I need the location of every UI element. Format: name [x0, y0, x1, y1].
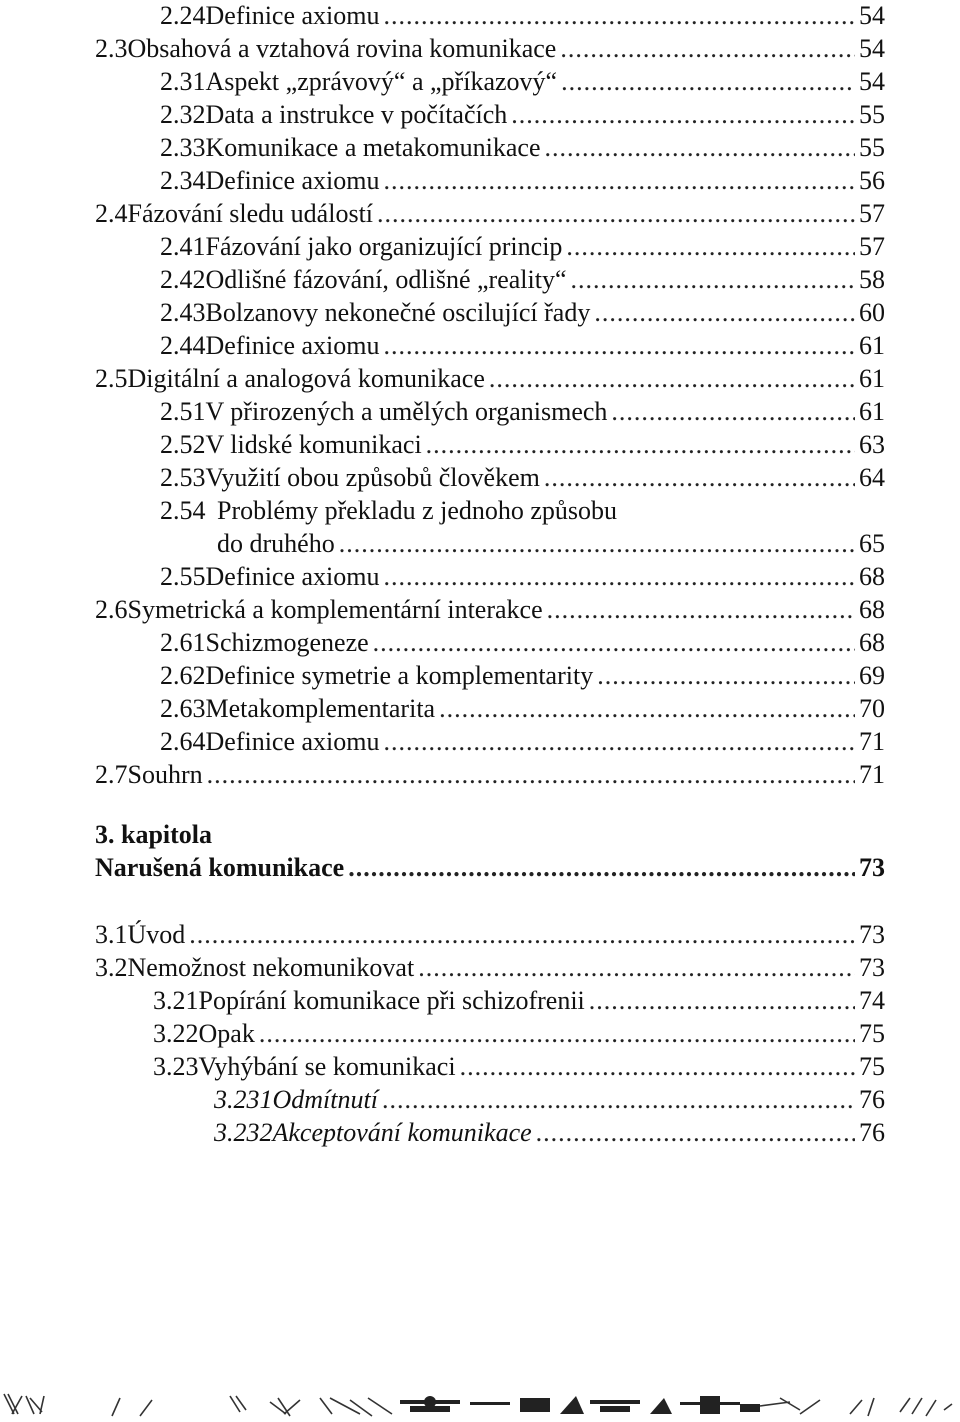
entry-number: 2.31 [160, 67, 206, 96]
entry-page: 55 [859, 100, 885, 129]
dot-leader [259, 1018, 855, 1050]
dot-leader [384, 330, 856, 362]
toc-entry [160, 165, 885, 197]
entry-number: 2.63 [160, 694, 206, 723]
dot-leader [547, 594, 855, 626]
entry-title: Metakomplementarita [205, 694, 436, 723]
entry-page: 68 [859, 562, 885, 591]
entry-page: 71 [859, 727, 885, 756]
entry-title: Vyhýbání se komunikaci [198, 1052, 456, 1081]
toc-entry [95, 594, 885, 626]
entry-number: 2.55 [160, 562, 206, 591]
entry-page: 76 [859, 1118, 885, 1147]
toc-entry [160, 396, 885, 428]
toc-entry [160, 561, 885, 593]
entry-page: 58 [859, 265, 885, 294]
dot-leader [460, 1051, 855, 1083]
toc-entry [95, 363, 885, 395]
toc-entry [160, 99, 885, 131]
entry-number: 2.43 [160, 298, 206, 327]
dot-leader [384, 165, 856, 197]
entry-page: 64 [859, 463, 885, 492]
toc-entry [160, 231, 885, 263]
chapter-page: 73 [859, 853, 885, 882]
entry-title: Definice axiomu [205, 331, 380, 360]
entry-number: 2.5 [95, 364, 128, 393]
entry-title: Úvod [127, 920, 186, 949]
dot-leader [384, 726, 856, 758]
entry-page: 57 [859, 232, 885, 261]
entry-title: Fázování jako organizující princip [205, 232, 563, 261]
entry-number: 3.2 [95, 953, 128, 982]
toc-entry [214, 1117, 885, 1149]
entry-title: Obsahová a vztahová rovina komunikace [127, 34, 557, 63]
toc-entry [160, 627, 885, 659]
entry-page: 69 [859, 661, 885, 690]
entry-title: Definice axiomu [205, 562, 380, 591]
entry-title-continued: do druhého [217, 529, 335, 558]
dot-leader [339, 528, 855, 560]
entry-number: 3.1 [95, 920, 128, 949]
entry-title: Schizmogeneze [205, 628, 369, 657]
entry-page: 75 [859, 1052, 885, 1081]
dot-leader [544, 462, 855, 494]
entry-number: 3.232 [214, 1118, 273, 1147]
entry-number: 3.23 [153, 1052, 199, 1081]
dot-leader [377, 198, 855, 230]
dot-leader [611, 396, 855, 428]
toc-entry [95, 33, 885, 65]
entry-title: Problémy překladu z jednoho způsobu [217, 496, 618, 525]
dot-leader [426, 429, 855, 461]
entry-number: 2.44 [160, 331, 206, 360]
entry-page: 54 [859, 67, 885, 96]
entry-title: Definice symetrie a komplementarity [205, 661, 594, 690]
entry-page: 70 [859, 694, 885, 723]
entry-title: Fázování sledu událostí [127, 199, 374, 228]
toc-entry [160, 66, 885, 98]
entry-title: Nemožnost nekomunikovat [127, 953, 415, 982]
toc-entry [160, 726, 885, 758]
entry-number: 3.231 [214, 1085, 273, 1114]
entry-number: 2.51 [160, 397, 206, 426]
toc-entry [95, 952, 885, 984]
toc-entry [153, 985, 885, 1017]
entry-page: 74 [859, 986, 885, 1015]
chapter-title: Narušená komunikace [95, 853, 345, 882]
toc-entry [160, 660, 885, 692]
entry-page: 68 [859, 628, 885, 657]
entry-number: 2.34 [160, 166, 206, 195]
toc-entry [160, 462, 885, 494]
dot-leader [561, 66, 855, 98]
dot-leader [570, 264, 855, 296]
entry-title: Definice axiomu [205, 1, 380, 30]
entry-page: 63 [859, 430, 885, 459]
entry-number: 2.33 [160, 133, 206, 162]
dot-leader [418, 952, 855, 984]
entry-title: Aspekt „zprávový“ a „příkazový“ [205, 67, 558, 96]
entry-page: 54 [859, 34, 885, 63]
entry-page: 60 [859, 298, 885, 327]
dot-leader [597, 660, 855, 692]
entry-title: V přirozených a umělých organismech [205, 397, 608, 426]
entry-title: V lidské komunikaci [205, 430, 422, 459]
toc-entry [95, 759, 885, 791]
entry-title: Definice axiomu [205, 727, 380, 756]
entry-number: 2.6 [95, 595, 128, 624]
dot-leader [489, 363, 855, 395]
dot-leader [511, 99, 855, 131]
entry-title: Odmítnutí [272, 1085, 378, 1114]
entry-page: 71 [859, 760, 885, 789]
entry-page: 57 [859, 199, 885, 228]
entry-title: Využití obou způsobů člověkem [205, 463, 540, 492]
entry-title: Komunikace a metakomunikace [205, 133, 541, 162]
entry-page: 55 [859, 133, 885, 162]
entry-number: 2.61 [160, 628, 206, 657]
entry-page: 61 [859, 364, 885, 393]
chapter-label: 3. kapitola [95, 820, 213, 849]
entry-number: 2.32 [160, 100, 206, 129]
entry-number: 2.42 [160, 265, 206, 294]
dot-leader [384, 561, 856, 593]
toc-entry [160, 0, 885, 32]
entry-number: 2.4 [95, 199, 128, 228]
dot-leader [439, 693, 855, 725]
entry-page: 76 [859, 1085, 885, 1114]
toc-entry [160, 429, 885, 461]
dot-leader [384, 0, 856, 32]
entry-number: 2.53 [160, 463, 206, 492]
toc-entry [160, 132, 885, 164]
dot-leader [189, 919, 855, 951]
chapter-heading [95, 852, 885, 884]
entry-number: 2.7 [95, 760, 128, 789]
entry-title: Bolzanovy nekonečné oscilující řady [205, 298, 591, 327]
dot-leader [566, 231, 855, 263]
dot-leader [589, 985, 855, 1017]
toc-entry-line1 [160, 495, 617, 527]
scan-artifact-strip [0, 1388, 960, 1422]
entry-page: 73 [859, 953, 885, 982]
entry-number: 2.54 [160, 496, 206, 525]
dot-leader [382, 1084, 855, 1116]
entry-number: 2.3 [95, 34, 128, 63]
toc-entry [160, 330, 885, 362]
entry-page: 65 [859, 529, 885, 558]
entry-number: 2.64 [160, 727, 206, 756]
entry-title: Souhrn [127, 760, 203, 789]
dot-leader [560, 33, 855, 65]
entry-number: 2.52 [160, 430, 206, 459]
entry-title: Digitální a analogová komunikace [127, 364, 485, 393]
entry-title: Akceptování komunikace [272, 1118, 532, 1147]
toc-entry [95, 919, 885, 951]
entry-page: 61 [859, 331, 885, 360]
entry-number: 3.22 [153, 1019, 199, 1048]
entry-title: Opak [198, 1019, 255, 1048]
entry-title: Data a instrukce v počítačích [205, 100, 508, 129]
entry-page: 61 [859, 397, 885, 426]
dot-leader [544, 132, 855, 164]
entry-page: 75 [859, 1019, 885, 1048]
toc-entry [160, 297, 885, 329]
dot-leader [373, 627, 855, 659]
entry-page: 54 [859, 1, 885, 30]
entry-title: Definice axiomu [205, 166, 380, 195]
entry-number: 2.24 [160, 1, 206, 30]
entry-page: 56 [859, 166, 885, 195]
entry-number: 3.21 [153, 986, 199, 1015]
entry-page: 68 [859, 595, 885, 624]
dot-leader [536, 1117, 855, 1149]
entry-title: Symetrická a komplementární interakce [127, 595, 543, 624]
entry-page: 73 [859, 920, 885, 949]
toc-entry [217, 528, 885, 560]
entry-number: 2.62 [160, 661, 206, 690]
entry-title: Popírání komunikace při schizofrenii [198, 986, 585, 1015]
dot-leader [594, 297, 855, 329]
entry-title: Odlišné fázování, odlišné „reality“ [205, 265, 567, 294]
entry-number: 2.41 [160, 232, 206, 261]
toc-entry [95, 198, 885, 230]
toc-entry [153, 1018, 885, 1050]
toc-entry [160, 693, 885, 725]
toc-entry [153, 1051, 885, 1083]
dot-leader [207, 759, 855, 791]
toc-entry [214, 1084, 885, 1116]
dot-leader [348, 852, 855, 884]
toc-entry [160, 264, 885, 296]
